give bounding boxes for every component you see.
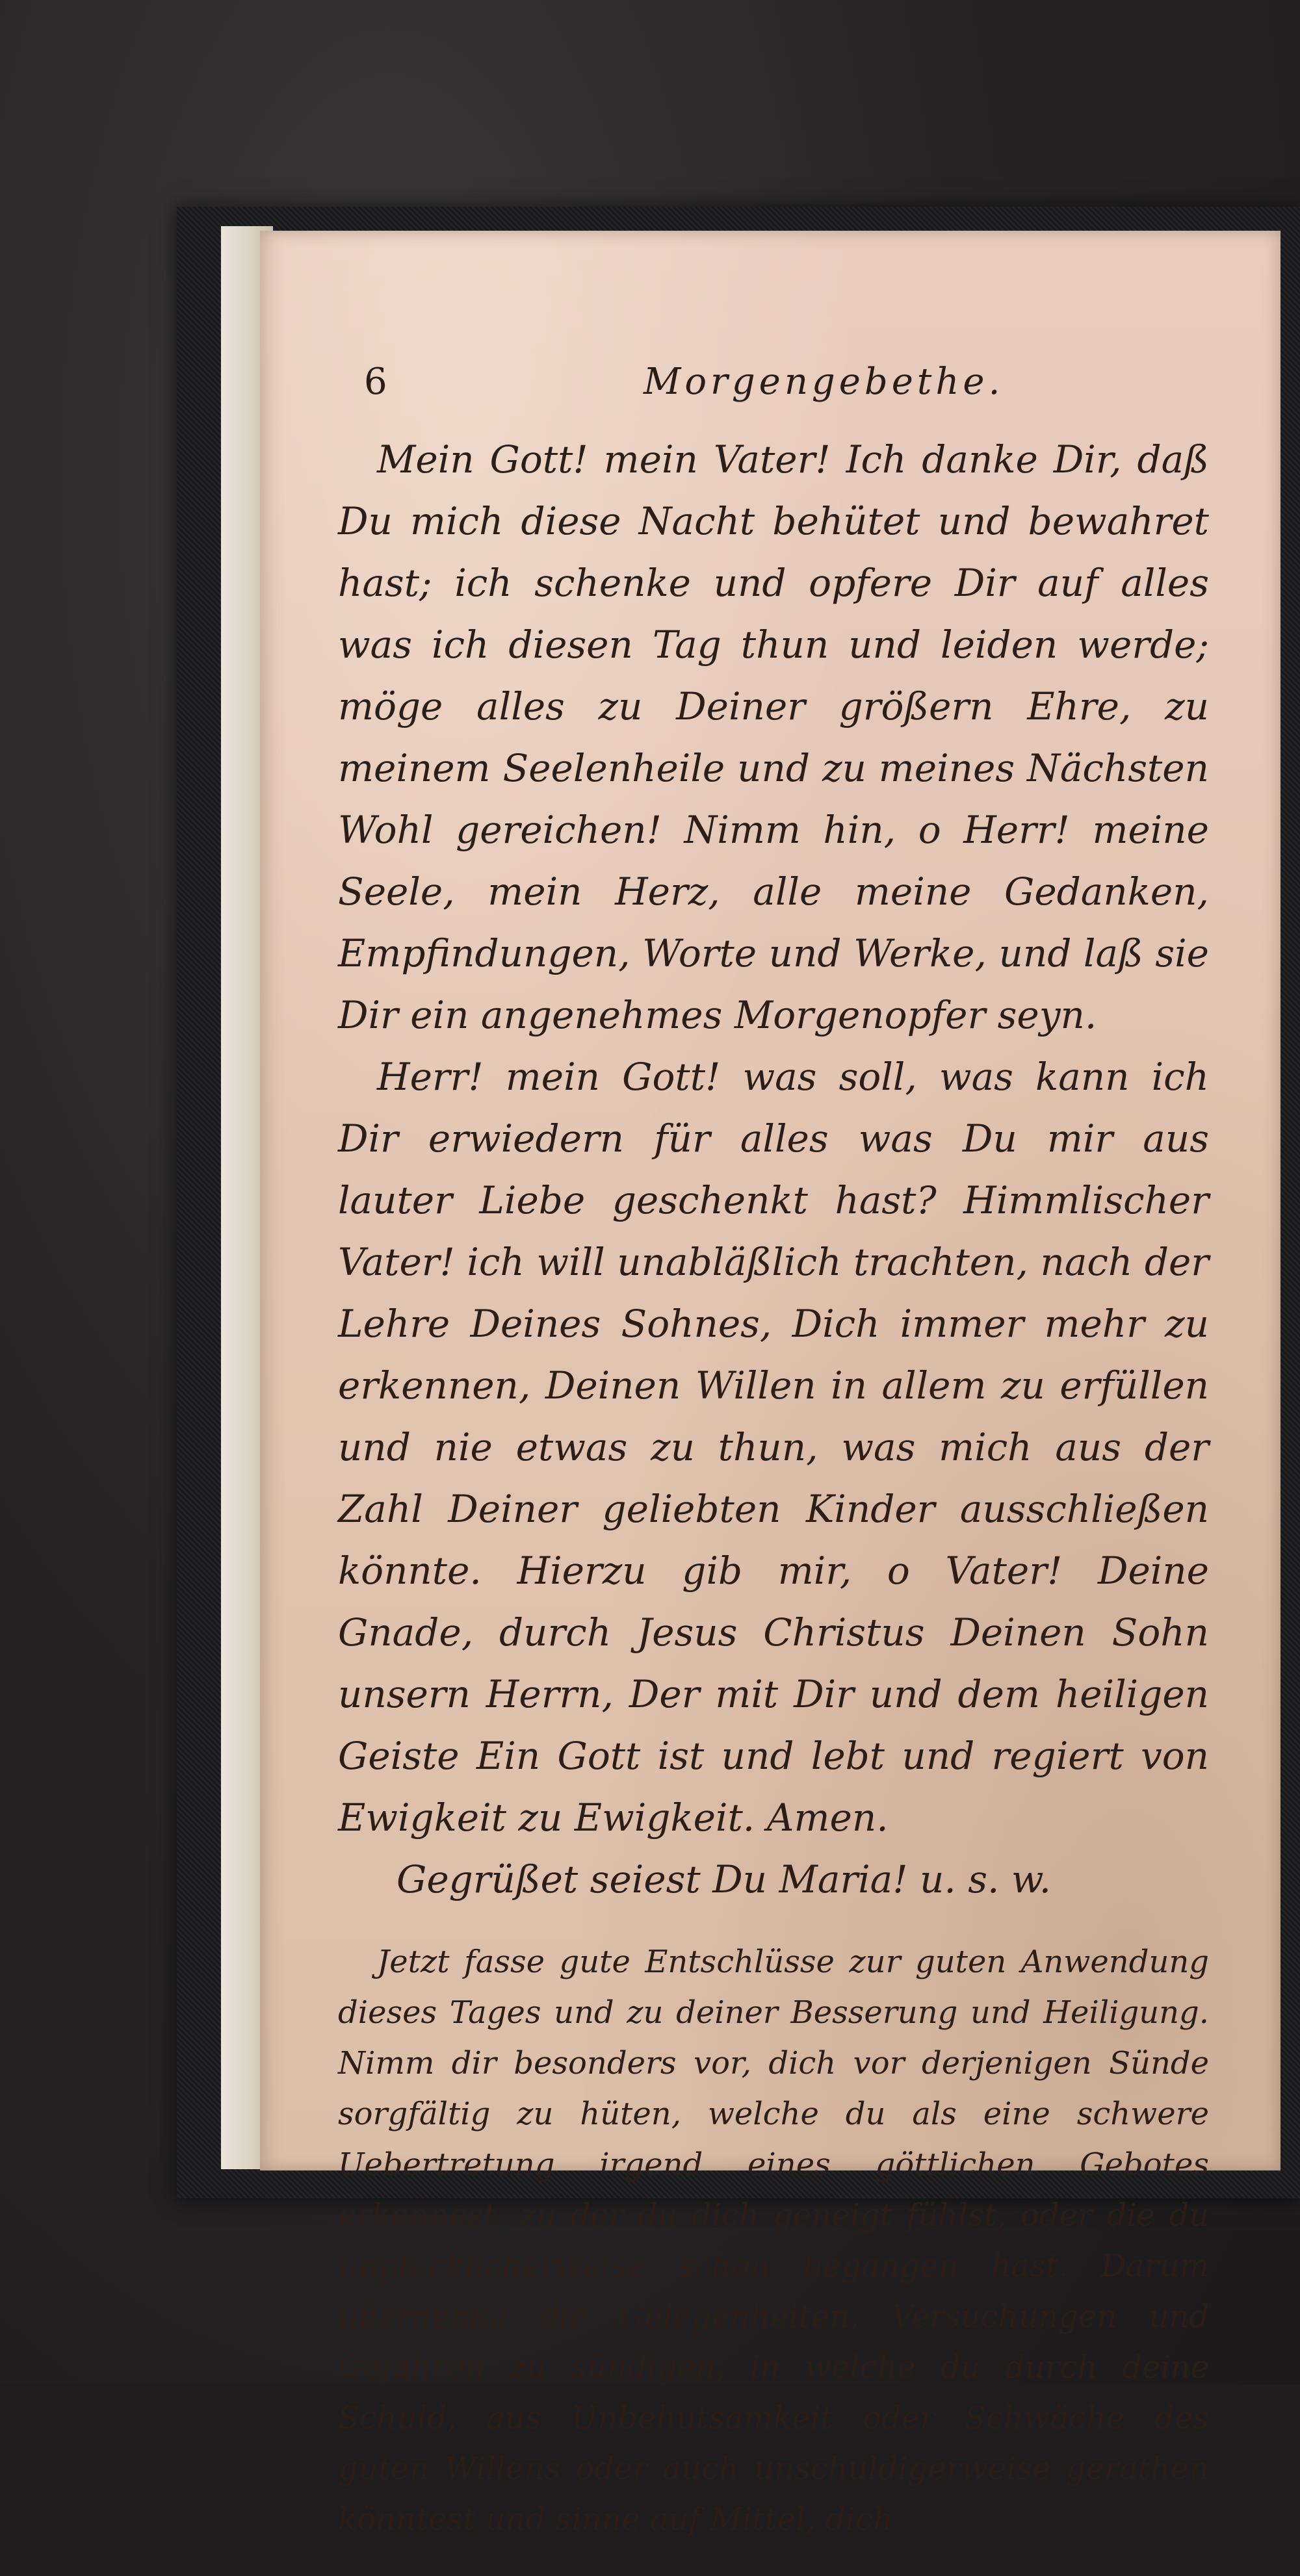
body-text [338, 429, 1209, 2576]
book-page [260, 231, 1280, 2538]
page-number: 6 [364, 361, 387, 403]
running-head [364, 361, 1209, 419]
page-title: Morgengebethe. [644, 361, 1004, 403]
prayer-paragraph-2: Herr! mein Gott! was soll, was kann ich Dir erwiedern für alles was Du mir aus lauter Liebe geschenkt hast? Himmlischer Vater! ich will unabläßlich trachten, nach der Lehre Deines Sohnes, Dich immer mehr zu erkennen, Deinen Willen in allem zu erfüllen und nie etwas zu thun, was mich aus der Zahl Deiner geliebten Kinder ausschließen könnte. Hierzu gib mir, o Vater! Deine Gnade, durch Jesus Christus Deinen Sohn unsern Herrn, Der mit Dir und dem heiligen Geiste Ein Gott ist und lebt und regiert von Ewigkeit zu Ewigkeit. Amen. [338, 1055, 1209, 1840]
prayer-paragraph-1: Mein Gott! mein Vater! Ich danke Dir, daß Du mich diese Nacht behütet und bewahret hast; ich schenke und opfere Dir auf alles was ich diesen Tag thun und leiden werde; möge alles zu Deiner größern Ehre, zu meinem Seelenheile und zu meines Nächsten Wohl gereichen! Nimm hin, o Herr! meine Seele, mein Herz, alle meine Gedanken, Empfindungen, Worte und Werke, und laß sie Dir ein angenehmes Morgenopfer seyn. [338, 437, 1209, 1037]
instruction-paragraph: Jetzt fasse gute Entschlüsse zur guten Anwendung dieses Tages und zu deiner Besserung und Heiligung. Nimm dir besonders vor, dich vor derjenigen Sünde sorgfältig zu hüten, welche du als eine schwere Uebertretung irgend eines göttlichen Gebotes erkennest, zu der du dich geneigt fühlst, oder die du unglücklicherweise schon begangen hast. Darum überdenke die Gelegenheiten, Versuchungen und Gefahren zu sündigen, in welche du durch deine Schuld, aus Unbehutsamkeit oder Schwäche des guten Willens oder auch unschuldigerweise gerathen könntest und sinne auf Mittel, dich [338, 1944, 1209, 2538]
prayer-salutation: Gegrüßet seiest Du Maria! u. s. w. [396, 1857, 1052, 1901]
